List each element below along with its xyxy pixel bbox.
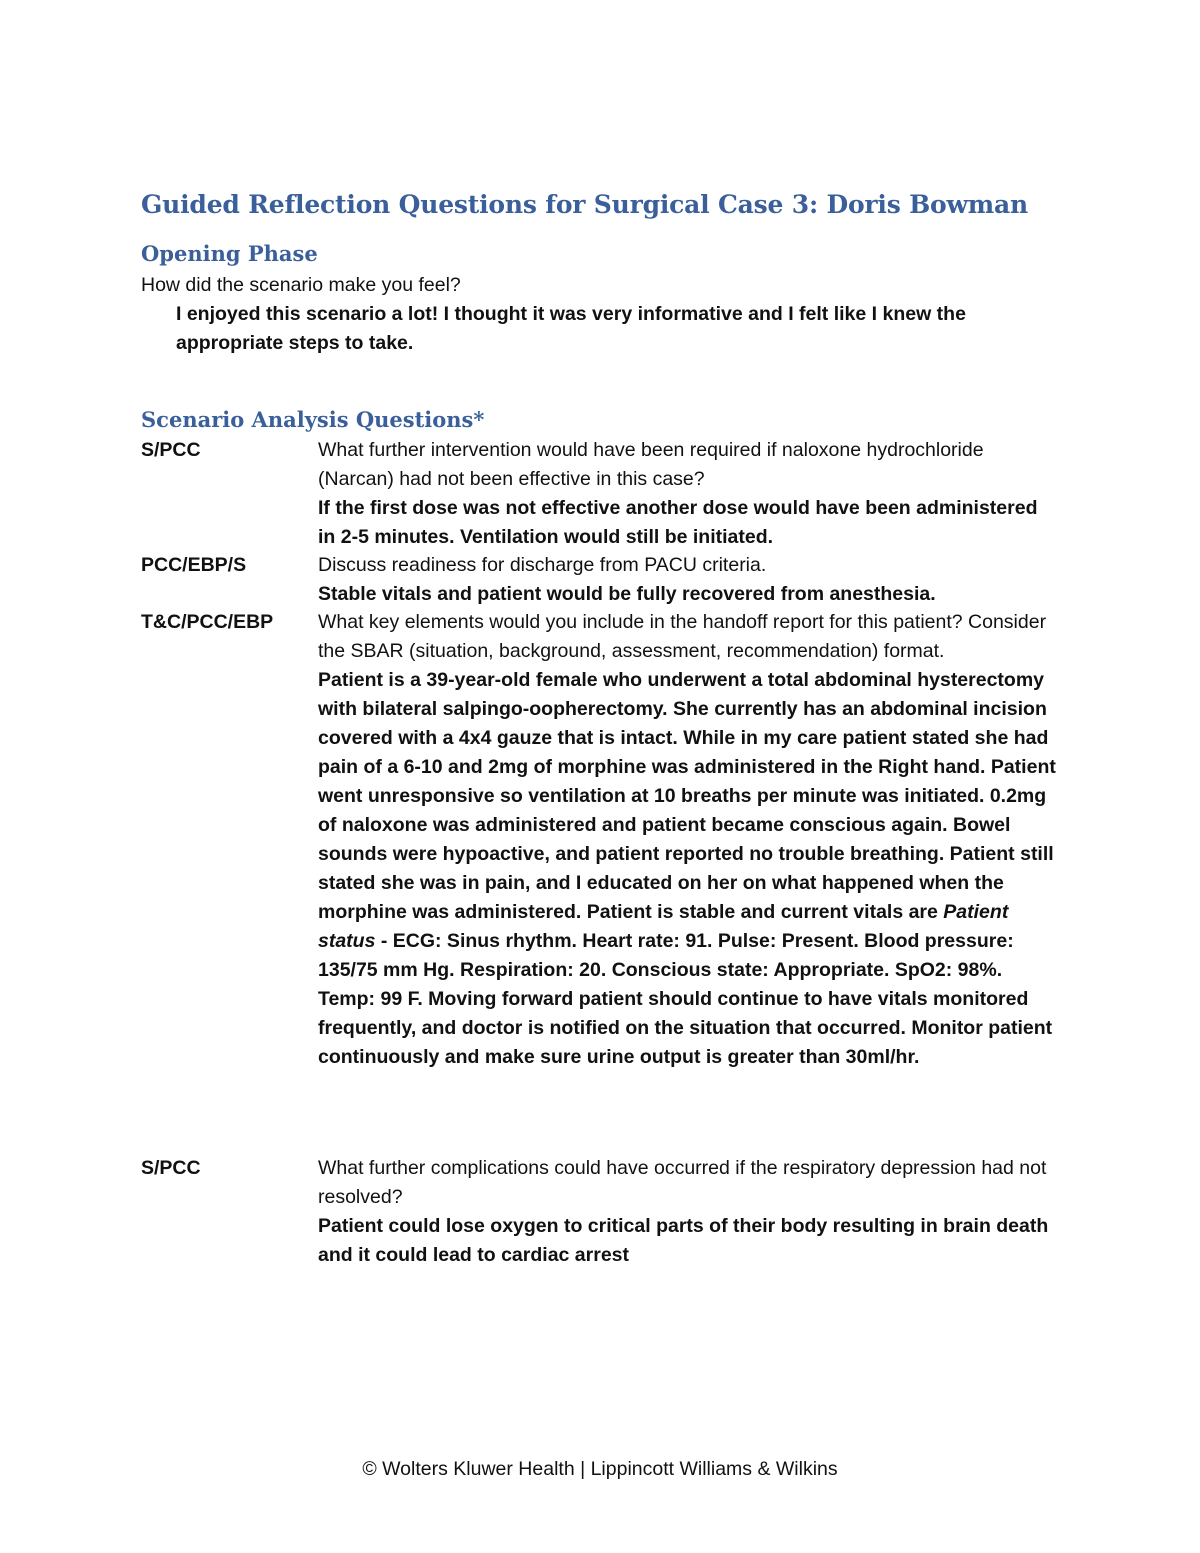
analysis-question: What further complications could have occurred if the respiratory depression had not resolved? (318, 1157, 1047, 1208)
analysis-item-body (318, 1154, 1058, 1270)
copyright-footer: © Wolters Kluwer Health | Lippincott Williams & Wilkins (362, 1458, 838, 1480)
scenario-analysis-heading: Scenario Analysis Questions* (141, 407, 485, 432)
competency-code: PCC/EBP/S (141, 554, 247, 576)
competency-code: T&C/PCC/EBP (141, 611, 274, 633)
analysis-item-body (318, 436, 1058, 552)
analysis-item-body (318, 608, 1058, 1072)
competency-code: S/PCC (141, 1157, 201, 1179)
opening-answer: I enjoyed this scenario a lot! I thought it was very informative and I felt like I knew the appropriate steps to take. (176, 303, 966, 354)
opening-question: How did the scenario make you feel? (141, 274, 461, 296)
patient-status-label: Patient status (318, 901, 1009, 952)
analysis-item-body (318, 551, 1058, 609)
analysis-answer: Patient could lose oxygen to critical parts of their body resulting in brain death and it could lead to cardiac arrest (318, 1215, 1049, 1266)
analysis-question: What key elements would you include in the handoff report for this patient? Consider the SBAR (situation, background, assessment, recommendation) format. (318, 611, 1047, 662)
analysis-question: Discuss readiness for discharge from PACU criteria. (318, 554, 767, 576)
opening-phase-heading: Opening Phase (141, 241, 318, 266)
analysis-answer: Stable vitals and patient would be fully recovered from anesthesia. (318, 583, 936, 605)
document-title: Guided Reflection Questions for Surgical Case 3: Doris Bowman (141, 190, 1029, 219)
analysis-question: What further intervention would have been required if naloxone hydrochloride (Narcan) had not been effective in this case? (318, 439, 984, 490)
answer-text-part: Patient is a 39-year-old female who underwent a total abdominal hysterectomy with bilateral salpingo-oopherectomy. She currently has an abdominal incision covered with a 4x4 gauze that is intact. While in my care patient stated she had pain of a 6-10 and 2mg of morphine was administered in the Right hand. Patient went unresponsive so ventilation at 10 breaths per minute was initiated. 0.2mg of naloxone was administered and patient became conscious again. Bowel sounds were hypoactive, and patient reported no trouble breathing. Patient still stated she was in pain, and I educated on her on what happened when the morphine was administered. Patient is stable and current vitals are (318, 669, 1056, 923)
competency-code: S/PCC (141, 439, 201, 461)
analysis-answer: If the first dose was not effective another dose would have been administered in 2-5 minutes. Ventilation would still be initiated. (318, 497, 1038, 548)
analysis-answer (318, 666, 1058, 1072)
answer-text-part: - ECG: Sinus rhythm. Heart rate: 91. Pulse: Present. Blood pressure: 135/75 mm Hg. Respiration: 20. Conscious state: Appropriate. SpO2: 98%. Temp: 99 F. Moving forward patient should continue to have vitals monitored frequently, and doctor is notified on the situation that occurred. Monitor patient continuously and make sure urine output is greater than 30ml/hr. (318, 930, 1053, 1068)
